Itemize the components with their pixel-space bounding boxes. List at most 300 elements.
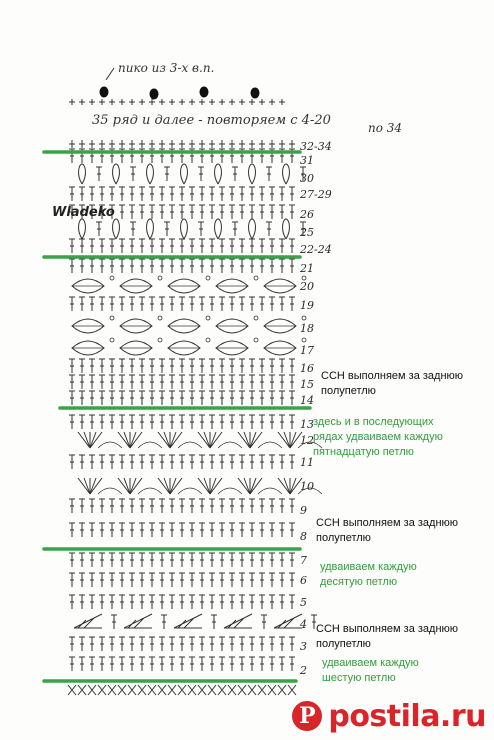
stitch [139, 455, 145, 469]
stitch [149, 553, 155, 567]
stitch [159, 187, 165, 201]
fan-stitch [284, 478, 290, 494]
chain-stitch [69, 99, 75, 105]
note-3-line2: полупетлю [316, 532, 371, 544]
stitch [209, 187, 215, 201]
stitch [79, 375, 85, 389]
stitch [289, 415, 295, 429]
stitch [248, 685, 256, 695]
stitch [259, 595, 265, 609]
stitch [209, 205, 215, 219]
stitch [199, 573, 205, 587]
stitch [139, 187, 145, 201]
stitch [99, 391, 105, 405]
stitch [119, 359, 125, 373]
stitch [79, 595, 85, 609]
petal-stitch [147, 164, 154, 184]
stitch [219, 297, 225, 311]
stitch [139, 523, 145, 537]
stitch [69, 140, 75, 148]
stitch [139, 657, 145, 671]
stitch [119, 455, 125, 469]
row-number: 14 [300, 394, 314, 407]
stitch [259, 657, 265, 671]
stitch [209, 391, 215, 405]
stitch [189, 259, 195, 273]
stitch [219, 187, 225, 201]
row-number: 17 [300, 344, 314, 357]
stitch [149, 637, 155, 651]
stitch [239, 499, 245, 513]
stitch [279, 359, 285, 373]
stitch [229, 239, 235, 253]
chain-arc [178, 488, 202, 494]
stitch [159, 499, 165, 513]
fan-stitch [170, 478, 176, 494]
stitch [129, 391, 135, 405]
stitch [269, 359, 275, 373]
note-2 [313, 415, 443, 460]
stitch [149, 595, 155, 609]
stitch [169, 359, 175, 373]
stitch [219, 359, 225, 373]
stitch [208, 685, 216, 695]
petal-stitch [249, 164, 256, 184]
stitch [129, 297, 135, 311]
stitch [279, 375, 285, 389]
stitch [119, 595, 125, 609]
stitch [199, 140, 205, 148]
stitch [289, 595, 295, 609]
stitch [279, 140, 285, 148]
stitch [199, 415, 205, 429]
stitch [279, 499, 285, 513]
stitch [159, 573, 165, 587]
row-number: 11 [300, 456, 314, 469]
stitch [169, 375, 175, 389]
stitch [219, 375, 225, 389]
petal-stitch [79, 164, 86, 184]
stitch [259, 239, 265, 253]
wedge-stitch [124, 614, 152, 628]
stitch [89, 239, 95, 253]
stitch [189, 455, 195, 469]
wedge-stitch [174, 614, 202, 628]
stitch [109, 259, 115, 273]
stitch [169, 573, 175, 587]
stitch [189, 239, 195, 253]
stitch [239, 297, 245, 311]
stitch [98, 685, 106, 695]
stitch [149, 239, 155, 253]
stitch [129, 205, 135, 219]
stitch [198, 222, 204, 236]
fan-stitch [90, 478, 96, 494]
petal-stitch [283, 219, 290, 239]
chain-arc [98, 442, 122, 448]
stitch [219, 573, 225, 587]
stitch [139, 297, 145, 311]
stitch [69, 657, 75, 671]
stitch [229, 140, 235, 148]
picot-caption: пико из 3-х в.п. [118, 61, 215, 75]
stitch [159, 391, 165, 405]
stitch [219, 259, 225, 273]
stitch [138, 685, 146, 695]
repeat-caption-2: по 34 [368, 121, 403, 135]
stitch [99, 359, 105, 373]
postila-logo[interactable] [286, 694, 486, 738]
stitch [169, 595, 175, 609]
stitch [199, 391, 205, 405]
chain-arc [258, 442, 282, 448]
stitch [259, 259, 265, 273]
stitch [239, 573, 245, 587]
stitch [199, 375, 205, 389]
stitch [99, 637, 105, 651]
note-3-line1: ССН выполняем за заднюю [316, 517, 459, 529]
row-number: 4 [300, 618, 307, 631]
stitch [219, 523, 225, 537]
row-number: 31 [300, 154, 314, 167]
stitch [109, 595, 115, 609]
stitch [219, 499, 225, 513]
note-3 [316, 516, 458, 546]
fan-stitch [290, 432, 296, 448]
row-number: 12 [300, 434, 314, 447]
stitch [228, 685, 236, 695]
stitch [279, 187, 285, 201]
stitch [189, 553, 195, 567]
stitch [229, 637, 235, 651]
stitch [189, 359, 195, 373]
stitch [219, 637, 225, 651]
fan-stitch [90, 432, 96, 448]
chain-stitch [129, 99, 135, 105]
stitch [69, 499, 75, 513]
stitch [99, 415, 105, 429]
stitch [229, 455, 235, 469]
stitch [258, 685, 266, 695]
stitch [209, 499, 215, 513]
stitch [129, 553, 135, 567]
stitch [259, 415, 265, 429]
stitch [179, 499, 185, 513]
petal-stitch [147, 219, 154, 239]
stitch [259, 140, 265, 148]
stitch [148, 685, 156, 695]
stitch [289, 375, 295, 389]
stitch [229, 391, 235, 405]
stitch [169, 205, 175, 219]
stitch [199, 259, 205, 273]
stitch [159, 553, 165, 567]
wedge-stitch [224, 614, 252, 628]
row-number: 19 [300, 299, 314, 312]
stitch [259, 553, 265, 567]
stitch [139, 637, 145, 651]
stitch [209, 595, 215, 609]
stitch [259, 455, 265, 469]
stitch [249, 637, 255, 651]
fan-stitch [84, 432, 90, 448]
stitch [179, 359, 185, 373]
stitch [179, 523, 185, 537]
stitch [179, 187, 185, 201]
stitch [249, 297, 255, 311]
chain-loop [110, 338, 114, 342]
stitch [179, 140, 185, 148]
chain-stitch [279, 99, 285, 105]
stitch [149, 415, 155, 429]
stitch [229, 657, 235, 671]
stitch [189, 523, 195, 537]
stitch [169, 499, 175, 513]
picot-dots [100, 87, 260, 100]
stitch [289, 637, 295, 651]
stitch [219, 140, 225, 148]
stitch [259, 187, 265, 201]
stitch [219, 553, 225, 567]
stitch [279, 523, 285, 537]
stitch [179, 455, 185, 469]
stitch [159, 359, 165, 373]
stitch [119, 499, 125, 513]
fan-stitch [204, 432, 210, 448]
stitch [269, 297, 275, 311]
stitch [269, 595, 275, 609]
stitch [209, 239, 215, 253]
stitch [69, 375, 75, 389]
stitch [179, 573, 185, 587]
chain-stitch [189, 99, 195, 105]
stitch [269, 455, 275, 469]
stitch [249, 657, 255, 671]
stitch [269, 259, 275, 273]
chain-stitch [199, 99, 205, 105]
stitch [96, 167, 102, 181]
stitch [96, 222, 102, 236]
stitch [179, 657, 185, 671]
stitch [269, 499, 275, 513]
stitch [278, 685, 286, 695]
stitch [89, 297, 95, 311]
stitch [169, 187, 175, 201]
stitch [229, 297, 235, 311]
stitch [109, 553, 115, 567]
stitch [79, 239, 85, 253]
stitch [229, 205, 235, 219]
stitch [259, 637, 265, 651]
stitch [249, 455, 255, 469]
fan-stitch [210, 432, 216, 448]
stitch [178, 685, 186, 695]
stitch [238, 685, 246, 695]
stitch [99, 573, 105, 587]
stitch [169, 259, 175, 273]
stitch [289, 391, 295, 405]
chain-loop [158, 316, 162, 320]
chain-stitch [219, 99, 225, 105]
petal-stitch [215, 219, 222, 239]
stitch [89, 359, 95, 373]
stitch [169, 239, 175, 253]
stitch [129, 637, 135, 651]
stitch [279, 259, 285, 273]
stitch [119, 657, 125, 671]
stitch [239, 375, 245, 389]
petal-stitch [113, 219, 120, 239]
stitch [239, 140, 245, 148]
chain-loop [110, 276, 114, 280]
stitch [129, 573, 135, 587]
note-4-line2: десятую петлю [320, 576, 398, 588]
stitch [79, 553, 85, 567]
stitch [199, 205, 205, 219]
stitch [119, 553, 125, 567]
stitch [118, 685, 126, 695]
stitch [69, 259, 75, 273]
chain-loop [158, 276, 162, 280]
stitch [169, 140, 175, 148]
stitch [130, 167, 136, 181]
row-number: 9 [300, 504, 307, 517]
stitch [69, 415, 75, 429]
stitch [269, 573, 275, 587]
stitch [149, 187, 155, 201]
picot-pointer [106, 68, 114, 80]
stitch [69, 187, 75, 201]
stitch [139, 359, 145, 373]
stitch [159, 375, 165, 389]
stitch [119, 205, 125, 219]
stitch [239, 187, 245, 201]
chain-loop [206, 338, 210, 342]
stitch [199, 455, 205, 469]
stitch [79, 657, 85, 671]
stitch [189, 205, 195, 219]
stitch [129, 375, 135, 389]
stitch [179, 595, 185, 609]
stitch [209, 297, 215, 311]
chain-arc [258, 488, 282, 494]
fan-stitch [130, 478, 136, 494]
stitch [79, 573, 85, 587]
stitch [149, 359, 155, 373]
stitch [129, 140, 135, 148]
stitch [99, 595, 105, 609]
stitch [229, 523, 235, 537]
stitch [169, 415, 175, 429]
row-number: 26 [300, 208, 314, 221]
row-number: 22-24 [300, 243, 332, 256]
row-number: 25 [300, 226, 314, 239]
stitch [189, 573, 195, 587]
stitch [168, 685, 176, 695]
stitch [69, 595, 75, 609]
stitch [149, 573, 155, 587]
stitch [189, 187, 195, 201]
stitch [269, 415, 275, 429]
stitch [99, 499, 105, 513]
stitch [259, 297, 265, 311]
stitch [139, 553, 145, 567]
stitch [279, 455, 285, 469]
stitch [269, 205, 275, 219]
stitch [232, 222, 238, 236]
note-2-line1: здесь и в последующих [313, 416, 434, 428]
stitch [219, 595, 225, 609]
stitch [229, 595, 235, 609]
stitch [179, 553, 185, 567]
stitch [149, 391, 155, 405]
stitch [139, 205, 145, 219]
stitch [89, 499, 95, 513]
stitch [89, 637, 95, 651]
row-number: 27-29 [300, 188, 332, 201]
stitch [229, 259, 235, 273]
stitch [239, 455, 245, 469]
stitch [269, 523, 275, 537]
stitch [109, 415, 115, 429]
stitch [89, 573, 95, 587]
stitch [159, 415, 165, 429]
stitch [69, 523, 75, 537]
stitch [209, 657, 215, 671]
stitch [119, 415, 125, 429]
stitch [211, 615, 217, 629]
stitch [119, 297, 125, 311]
chain-loop [254, 338, 258, 342]
stitch [109, 187, 115, 201]
row-number: 6 [300, 574, 307, 587]
stitch [79, 637, 85, 651]
wedge-stitch [74, 614, 102, 628]
stitch [179, 375, 185, 389]
stitch [249, 391, 255, 405]
fan-stitch [290, 478, 296, 494]
stitch [89, 187, 95, 201]
stitch [249, 573, 255, 587]
stitch [279, 637, 285, 651]
stitch [119, 375, 125, 389]
stitch [99, 259, 105, 273]
stitch [111, 615, 117, 629]
stitch [249, 239, 255, 253]
stitch [259, 573, 265, 587]
stitch [99, 455, 105, 469]
note-4 [320, 560, 417, 590]
stitch [139, 499, 145, 513]
stitch [164, 222, 170, 236]
stitch [279, 657, 285, 671]
stitch [129, 499, 135, 513]
chain-stitch [179, 99, 185, 105]
stitch [188, 685, 196, 695]
stitch [79, 187, 85, 201]
stitch [209, 523, 215, 537]
stitch [199, 523, 205, 537]
stitch [189, 297, 195, 311]
stitch [179, 391, 185, 405]
stitch [108, 685, 116, 695]
stitch [249, 259, 255, 273]
row-number: 21 [300, 262, 314, 275]
chain-stitch [139, 99, 145, 105]
stitch [149, 499, 155, 513]
stitch [129, 455, 135, 469]
stitch [69, 391, 75, 405]
